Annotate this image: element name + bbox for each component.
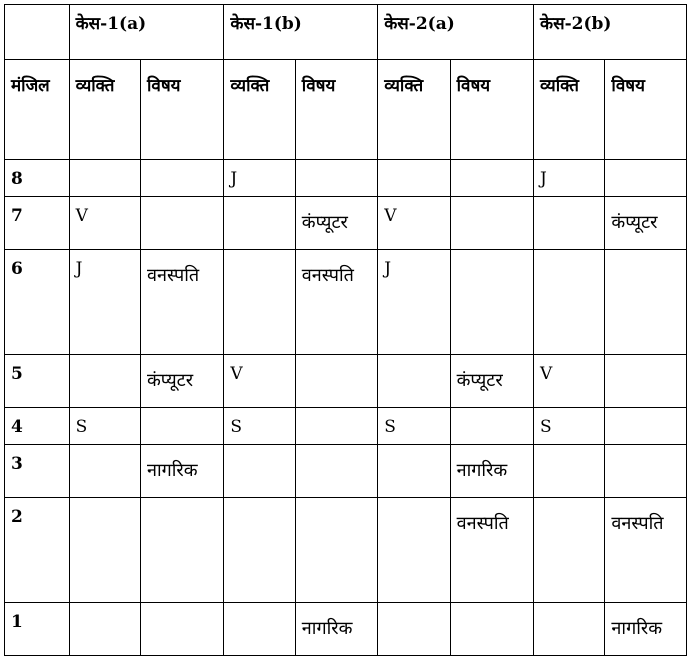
subject-cell: वनस्पति: [450, 498, 533, 603]
case-header: केस-2(a): [378, 5, 534, 60]
subject-column-label: विषय: [295, 60, 377, 160]
person-cell: [224, 197, 295, 250]
person-cell: J: [69, 250, 140, 355]
subject-cell: [450, 160, 533, 197]
table-row: [5, 197, 687, 250]
floor-number: 5: [5, 355, 70, 408]
person-cell: S: [224, 408, 295, 445]
person-cell: V: [378, 197, 450, 250]
subject-cell: [140, 160, 223, 197]
subject-cell: [295, 408, 377, 445]
subject-cell: [295, 498, 377, 603]
subject-cell: [140, 197, 223, 250]
floor-number: 6: [5, 250, 70, 355]
subject-cell: [450, 250, 533, 355]
subject-cell: [605, 445, 687, 498]
person-column-label: व्यक्ति: [224, 60, 295, 160]
table-row: [5, 250, 687, 355]
floor-number: 3: [5, 445, 70, 498]
person-cell: [534, 250, 605, 355]
floor-number: 2: [5, 498, 70, 603]
subject-cell: [605, 408, 687, 445]
person-cell: S: [378, 408, 450, 445]
subject-cell: [450, 197, 533, 250]
subject-cell: [605, 355, 687, 408]
person-cell: J: [378, 250, 450, 355]
case-header: केस-1(b): [224, 5, 378, 60]
person-column-label: व्यक्ति: [69, 60, 140, 160]
table-row: [5, 355, 687, 408]
person-cell: J: [534, 160, 605, 197]
table-row: [5, 498, 687, 603]
subject-cell: [140, 408, 223, 445]
subject-column-label: विषय: [140, 60, 223, 160]
person-column-label: व्यक्ति: [378, 60, 450, 160]
floor-column-label: मंजिल: [5, 60, 70, 160]
floor-number: 7: [5, 197, 70, 250]
person-cell: [224, 250, 295, 355]
person-cell: S: [534, 408, 605, 445]
subject-cell: [605, 160, 687, 197]
case-header: केस-2(b): [534, 5, 687, 60]
subject-cell: [140, 603, 223, 656]
floor-arrangement-table: [4, 4, 687, 656]
person-cell: S: [69, 408, 140, 445]
person-cell: [69, 445, 140, 498]
corner-cell: [5, 5, 70, 60]
person-cell: [378, 445, 450, 498]
table-row: [5, 445, 687, 498]
subject-cell: कंप्यूटर: [605, 197, 687, 250]
person-cell: [534, 603, 605, 656]
person-cell: [69, 160, 140, 197]
subject-cell: [450, 408, 533, 445]
person-cell: [224, 603, 295, 656]
person-cell: [534, 445, 605, 498]
table-row: [5, 160, 687, 197]
person-cell: V: [534, 355, 605, 408]
person-cell: V: [224, 355, 295, 408]
subject-cell: कंप्यूटर: [450, 355, 533, 408]
person-cell: [378, 160, 450, 197]
person-cell: [378, 498, 450, 603]
subject-cell: वनस्पति: [295, 250, 377, 355]
subject-cell: [295, 160, 377, 197]
subject-cell: कंप्यूटर: [295, 197, 377, 250]
floor-number: 8: [5, 160, 70, 197]
subject-cell: नागरिक: [450, 445, 533, 498]
subject-cell: वनस्पति: [140, 250, 223, 355]
person-cell: [224, 498, 295, 603]
subject-column-label: विषय: [450, 60, 533, 160]
person-cell: [224, 445, 295, 498]
subject-cell: नागरिक: [140, 445, 223, 498]
subject-cell: नागरिक: [295, 603, 377, 656]
person-cell: J: [224, 160, 295, 197]
subject-cell: वनस्पति: [605, 498, 687, 603]
person-cell: [378, 603, 450, 656]
person-cell: [69, 603, 140, 656]
table-row: [5, 408, 687, 445]
subject-cell: नागरिक: [605, 603, 687, 656]
person-cell: [69, 498, 140, 603]
person-cell: V: [69, 197, 140, 250]
person-cell: [378, 355, 450, 408]
floor-number: 1: [5, 603, 70, 656]
subject-cell: [605, 250, 687, 355]
subject-column-label: विषय: [605, 60, 687, 160]
case-header-row: [5, 5, 687, 60]
person-cell: [69, 355, 140, 408]
person-cell: [534, 498, 605, 603]
person-cell: [534, 197, 605, 250]
subject-cell: [295, 445, 377, 498]
subject-cell: [140, 498, 223, 603]
subject-cell: [295, 355, 377, 408]
case-header: केस-1(a): [69, 5, 224, 60]
person-column-label: व्यक्ति: [534, 60, 605, 160]
column-label-row: [5, 60, 687, 160]
subject-cell: कंप्यूटर: [140, 355, 223, 408]
subject-cell: [450, 603, 533, 656]
table-row: [5, 603, 687, 656]
floor-number: 4: [5, 408, 70, 445]
